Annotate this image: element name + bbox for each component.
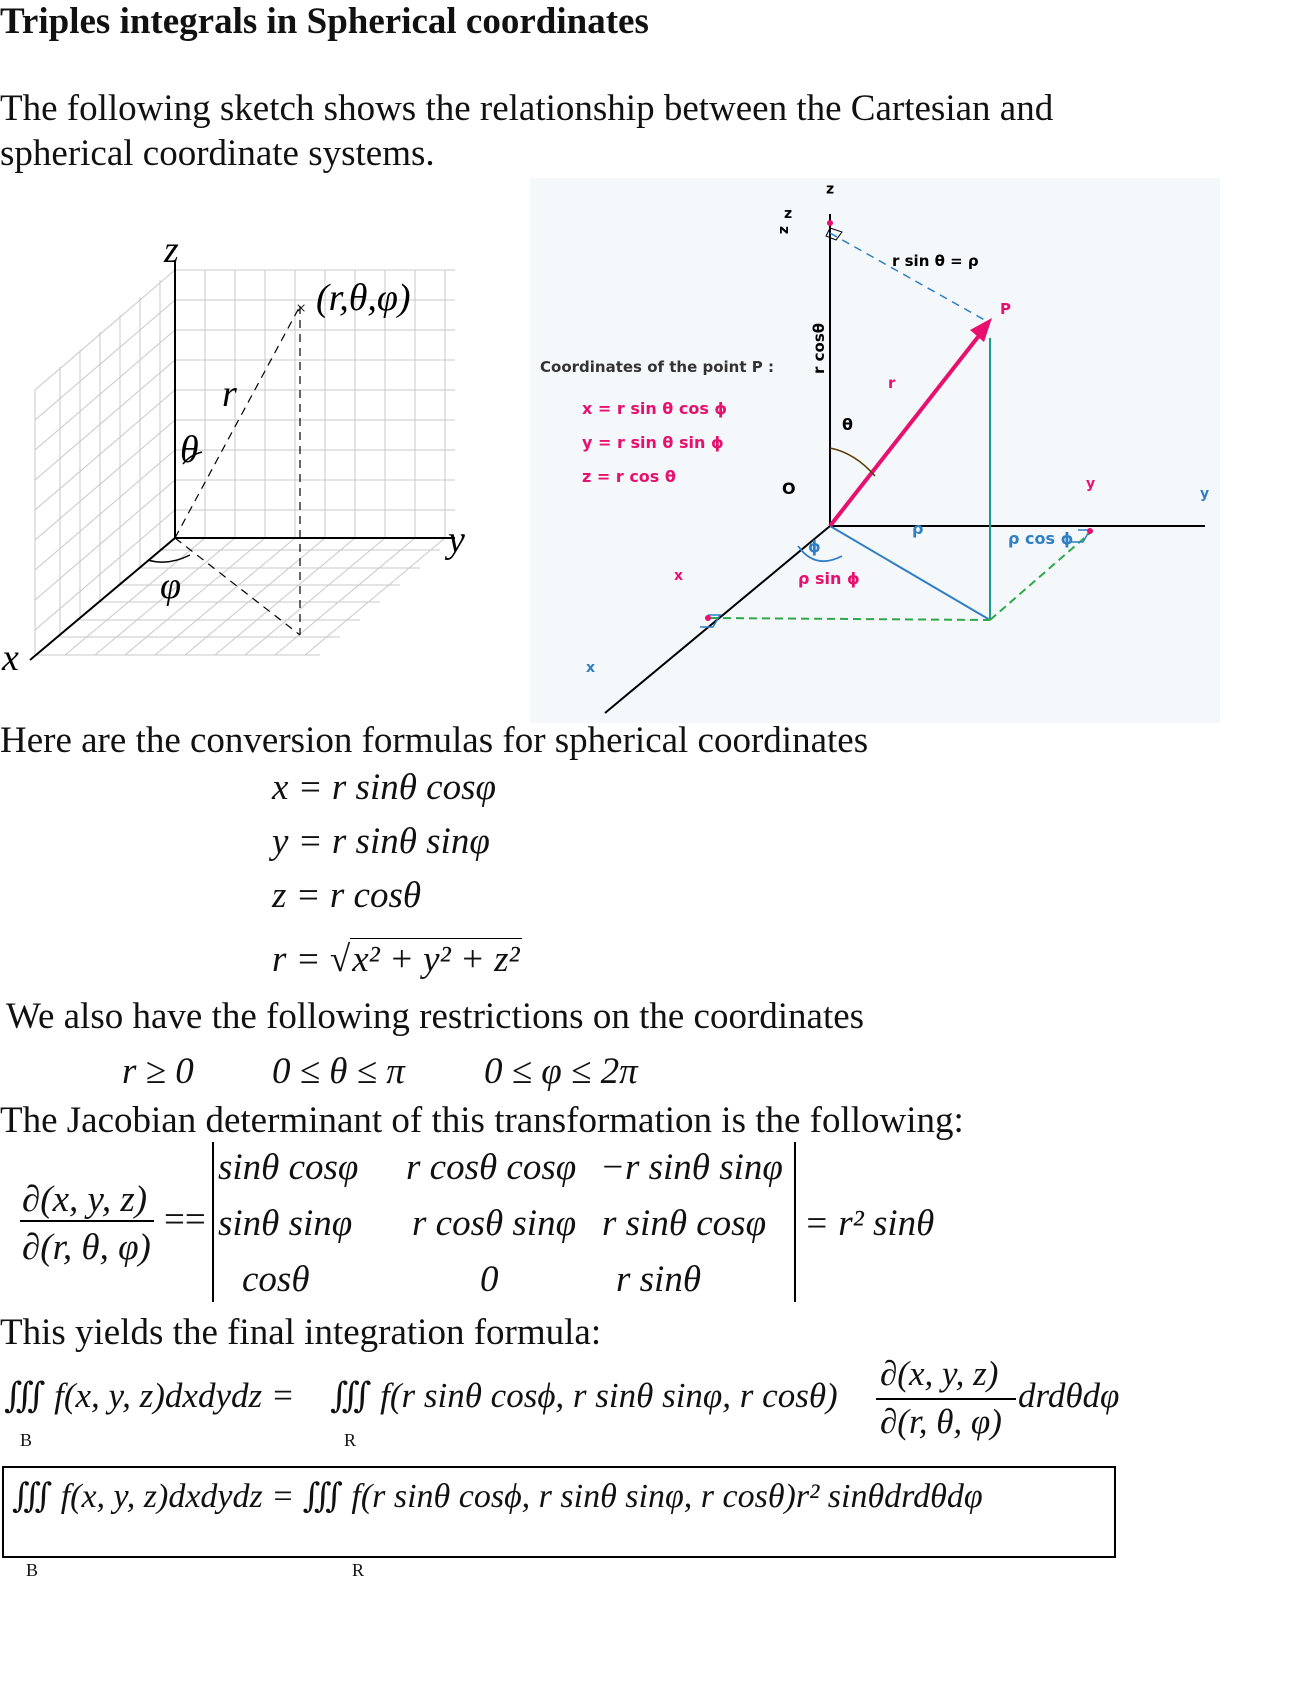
jacobian-denominator: ∂(r, θ, φ) xyxy=(22,1227,151,1268)
origin-label: O xyxy=(782,479,796,498)
yield-text: This yields the final integration formula: xyxy=(0,1312,602,1353)
coord-eq-z: z = r cos θ xyxy=(582,467,676,486)
x-axis-label: x xyxy=(2,637,19,679)
jacobian-numerator: ∂(x, y, z) xyxy=(22,1179,148,1220)
formula-x: x = r sinθ cosφ xyxy=(272,767,496,808)
formula-r xyxy=(272,938,522,981)
z-top-label: z xyxy=(826,181,835,198)
matrix-r1c3: −r sinθ sinφ xyxy=(600,1147,783,1188)
figure-spherical-sketch xyxy=(0,230,470,700)
rsin-equals-rho: r sin θ = ρ xyxy=(892,252,979,270)
integral2-sub-b: B xyxy=(26,1560,39,1580)
figure-coordinate-diagram xyxy=(530,178,1220,723)
z-rotated-label: z xyxy=(776,226,792,235)
z-axis-label: z xyxy=(164,230,179,271)
point-label: (r,θ,φ) xyxy=(316,277,411,319)
page-title: Triples integrals in Spherical coordinates xyxy=(0,1,649,42)
coords-heading: Coordinates of the point P : xyxy=(540,358,774,376)
formula-z: z = r cosθ xyxy=(272,875,422,916)
integral2-formula: ∭ f(x, y, z)dxdydz = ∭ f(r sinθ cosϕ, r sinθ sinφ, r cosθ)r² sinθdrdθdφ xyxy=(12,1478,983,1515)
final-formula-box xyxy=(2,1466,1116,1558)
y-point xyxy=(1087,528,1093,534)
theta-label: θ xyxy=(842,415,853,434)
theta-label: θ xyxy=(180,429,199,471)
x-axis-label: x xyxy=(586,660,596,676)
x-mark-label: x xyxy=(674,568,684,584)
sqrt-sign: √ xyxy=(329,939,351,980)
restrictions-text: We also have the following restrictions on the coordinates xyxy=(6,996,865,1037)
y-mark-label: y xyxy=(1086,476,1096,492)
integral2-sub-r: R xyxy=(352,1560,365,1580)
matrix-r3c2: 0 xyxy=(480,1259,499,1300)
determinant-right-bar xyxy=(794,1142,796,1302)
y-axis-label: y xyxy=(1200,486,1210,502)
formula-r-radicand: x² + y² + z² xyxy=(352,939,520,980)
z-side-label: z xyxy=(784,206,793,222)
matrix-r2c1: sinθ sinφ xyxy=(218,1203,353,1244)
jacobian-text: The Jacobian determinant of this transformation is the following: xyxy=(0,1100,964,1141)
rcos-label: r cosθ xyxy=(810,322,828,374)
matrix-r2c2: r cosθ sinφ xyxy=(412,1203,577,1244)
rho-cos-phi-label: ρ cos ϕ xyxy=(1008,529,1074,548)
intro-paragraph: The following sketch shows the relationship between the Cartesian and spherical coordinate systems. xyxy=(0,88,1054,174)
integral1-fraction-den: ∂(r, θ, φ) xyxy=(880,1402,1002,1441)
matrix-r2c3: r sinθ cosφ xyxy=(602,1203,767,1244)
x-point xyxy=(705,615,711,621)
integral1-fraction-bar xyxy=(876,1398,1016,1400)
integral1-sub-b: B xyxy=(20,1430,33,1450)
integral1-sub-r: R xyxy=(344,1430,357,1450)
matrix-r3c1: cosθ xyxy=(242,1259,310,1300)
coord-eq-x: x = r sin θ cos ϕ xyxy=(582,399,728,418)
jacobian-fraction-bar xyxy=(20,1220,154,1222)
grid-lines xyxy=(35,270,455,655)
matrix-r1c1: sinθ cosφ xyxy=(218,1147,359,1188)
integral1-rhs: ∭ f(r sinθ cosϕ, r sinθ sinφ, r cosθ) xyxy=(330,1376,838,1415)
rho-sin-phi-label: ρ sin ϕ xyxy=(798,569,860,588)
restriction-theta: 0 ≤ θ ≤ π xyxy=(272,1051,405,1092)
phi-label: φ xyxy=(160,565,182,607)
r-label: r xyxy=(888,374,896,392)
jacobian-equals: == xyxy=(164,1199,206,1240)
y-axis-label: y xyxy=(448,519,465,561)
r-label: r xyxy=(222,373,237,415)
conversion-text: Here are the conversion formulas for spherical coordinates xyxy=(0,720,869,761)
rho-label: ρ xyxy=(912,519,924,538)
phi-label: ϕ xyxy=(808,537,821,556)
restriction-r: r ≥ 0 xyxy=(122,1051,194,1092)
jacobian-result: = r² sinθ xyxy=(804,1203,935,1244)
matrix-r3c3: r sinθ xyxy=(616,1259,702,1300)
formula-y: y = r sinθ sinφ xyxy=(272,821,490,862)
z-point xyxy=(827,220,833,226)
integral1-fraction-num: ∂(x, y, z) xyxy=(880,1354,999,1393)
determinant-left-bar xyxy=(212,1142,214,1302)
matrix-r1c2: r cosθ cosφ xyxy=(406,1147,577,1188)
restriction-phi: 0 ≤ φ ≤ 2π xyxy=(484,1051,638,1092)
point-marker: × xyxy=(296,298,307,318)
formula-r-lhs: r = xyxy=(272,939,330,980)
p-label: P xyxy=(1000,300,1011,318)
integral1-lhs: ∭ f(x, y, z)dxdydz = xyxy=(4,1376,295,1415)
integral1-tail: drdθdφ xyxy=(1018,1376,1120,1415)
coord-eq-y: y = r sin θ sin ϕ xyxy=(582,433,724,452)
